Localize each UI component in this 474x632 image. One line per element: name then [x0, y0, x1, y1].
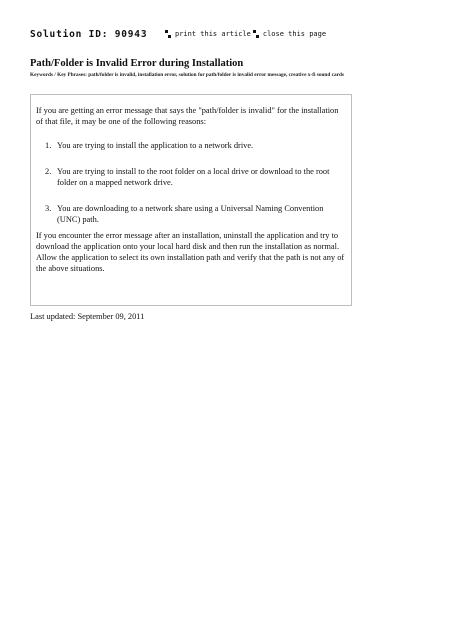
article-keywords: Keywords / Key Phrases: path/folder is invalid, installation error, solution for path/folder is invalid error message, creative x-fi sound cards [30, 72, 344, 78]
close-page-link[interactable] [253, 30, 326, 39]
print-article-link[interactable] [165, 30, 251, 39]
bullet-icon [253, 30, 259, 39]
close-page-label: close this page [262, 30, 327, 38]
article-title: Path/Folder is Invalid Error during Installation [30, 58, 244, 69]
article-content [30, 94, 352, 306]
list-item-text: You are trying to install the application to a network drive. [57, 141, 254, 150]
print-article-label: print this article [175, 30, 251, 38]
reasons-list [36, 140, 347, 225]
list-item-number: 3. [45, 204, 52, 213]
header-links [165, 27, 328, 41]
list-item [36, 166, 347, 188]
list-item-number: 1. [45, 141, 52, 150]
page-header [30, 27, 450, 41]
bullet-icon [165, 30, 171, 39]
list-item [36, 140, 347, 151]
list-item [36, 203, 347, 225]
list-item-text: You are trying to install to the root folder on a local drive or download to the root folder on a mapped network drive. [57, 167, 330, 187]
article-intro: If you are getting an error message that says the "path/folder is invalid" for the installation of that file, it may be one of the following reasons: [36, 106, 339, 126]
article-outro: If you encounter the error message after an installation, uninstall the application and try to download the application onto your local hard disk and then run the installation as normal. Allow the application to select its own installation path and verify that the path is not any of the above situations. [36, 231, 345, 273]
list-item-text: You are downloading to a network share using a Universal Naming Convention (UNC) path. [57, 204, 324, 224]
list-item-number: 2. [45, 167, 52, 176]
solution-id: Solution ID: 90943 [30, 28, 148, 40]
last-updated: Last updated: September 09, 2011 [30, 312, 145, 321]
